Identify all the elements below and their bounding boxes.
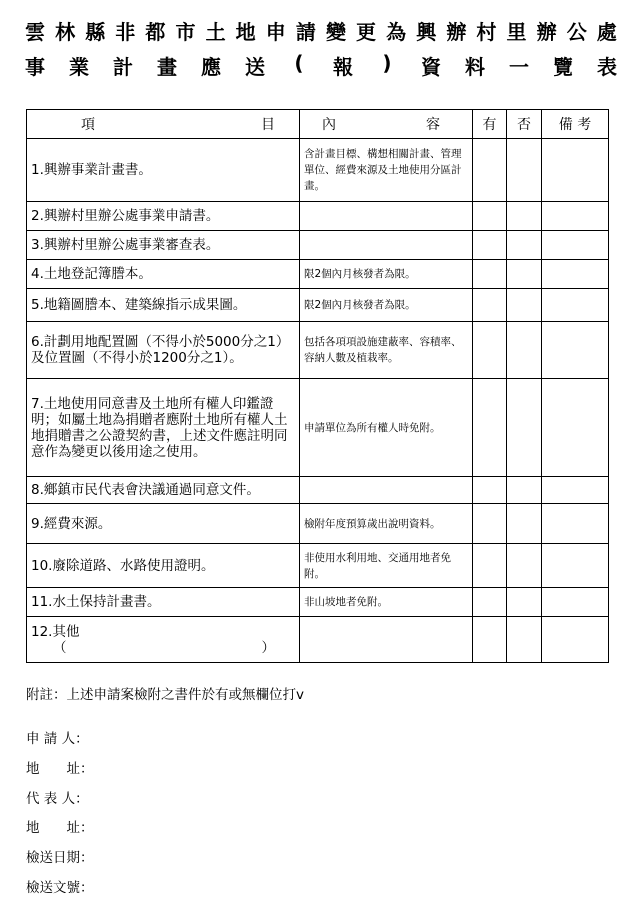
title-line-2-char: 畫 — [157, 55, 177, 79]
title-line-2-char: 送 — [245, 55, 265, 79]
table-row — [27, 139, 609, 202]
row-item: 6.計劃用地配置圖（不得小於5000分之1）及位置圖（不得小於1200分之1）。 — [27, 322, 300, 379]
no-cell[interactable] — [507, 231, 542, 260]
header-content: 內 容 — [300, 110, 473, 139]
row-content: 非使用水利用地、交通用地者免附。 — [300, 544, 473, 588]
form-field-label: 代 表 人： — [26, 791, 89, 807]
title-line-2-char: 一 — [509, 55, 529, 79]
paren-open: （ — [53, 639, 67, 656]
row-item: 2.興辦村里辦公處事業申請書。 — [27, 202, 300, 231]
title-line-1-char: 辦 — [446, 20, 467, 44]
table-row — [27, 231, 609, 260]
no-cell[interactable] — [507, 544, 542, 588]
paren-close: ） — [261, 639, 275, 656]
remark-cell[interactable] — [542, 260, 609, 289]
yes-cell[interactable] — [473, 260, 507, 289]
title-line-1-char: 興 — [416, 20, 437, 44]
title-line-1-char: 非 — [115, 20, 136, 44]
title-line-2-char: 業 — [69, 55, 89, 79]
no-cell[interactable] — [507, 588, 542, 617]
remark-cell[interactable] — [542, 231, 609, 260]
header-yes: 有 — [473, 110, 507, 139]
row-item: 4.土地登記簿謄本。 — [27, 260, 300, 289]
row-content: 限2個內月核發者為限。 — [300, 289, 473, 322]
title-line-2-char: 事 — [25, 55, 45, 79]
row-content — [300, 477, 473, 504]
title-line-2-char: 料 — [465, 55, 485, 79]
row-content — [300, 231, 473, 260]
table-row — [27, 617, 609, 663]
no-cell[interactable] — [507, 289, 542, 322]
form-field-label: 申 請 人： — [26, 731, 89, 747]
title-line-1-char: 變 — [325, 20, 346, 44]
form-field-label: 檢送文號： — [26, 880, 94, 896]
table-row — [27, 322, 609, 379]
table-row — [27, 260, 609, 289]
title-line-2-char: 覽 — [553, 55, 573, 79]
no-cell[interactable] — [507, 260, 542, 289]
document-checklist-table — [26, 109, 609, 663]
yes-cell[interactable] — [473, 617, 507, 663]
title-line-2-char: ) — [382, 51, 392, 75]
no-cell[interactable] — [507, 504, 542, 544]
no-cell[interactable] — [507, 617, 542, 663]
table-row — [27, 504, 609, 544]
row-content — [300, 617, 473, 663]
row-content: 非山坡地者免附。 — [300, 588, 473, 617]
title-line-1-char: 林 — [55, 20, 76, 44]
yes-cell[interactable] — [473, 504, 507, 544]
yes-cell[interactable] — [473, 139, 507, 202]
title-line-1-char: 市 — [175, 20, 196, 44]
remark-cell[interactable] — [542, 588, 609, 617]
title-line-1-char: 都 — [145, 20, 166, 44]
row-content — [300, 202, 473, 231]
table-row — [27, 202, 609, 231]
yes-cell[interactable] — [473, 289, 507, 322]
title-line-1-char: 里 — [506, 20, 527, 44]
row-content: 檢附年度預算歲出說明資料。 — [300, 504, 473, 544]
row-item: 7.土地使用同意書及土地所有權人印鑑證明；如屬土地為捐贈者應附土地所有權人土地捐贈書之公證契約書，上述文件應註明同意作為變更以後用途之使用。 — [27, 379, 300, 477]
title-line-2-char: 資 — [421, 55, 441, 79]
title-line-1 — [24, 16, 618, 45]
footnote: 附註：上述申請案檢附之書件於有或無欄位打v — [26, 687, 304, 703]
yes-cell[interactable] — [473, 379, 507, 477]
yes-cell[interactable] — [473, 202, 507, 231]
title-line-1-char: 雲 — [25, 20, 45, 44]
row-item — [27, 617, 300, 663]
remark-cell[interactable] — [542, 322, 609, 379]
form-field-label: 地 址： — [26, 820, 94, 836]
no-cell[interactable] — [507, 379, 542, 477]
title-line-1-char: 村 — [476, 20, 497, 44]
title-line-1-char: 縣 — [85, 20, 106, 44]
form-field-label: 地 址： — [26, 761, 94, 777]
remark-cell[interactable] — [542, 379, 609, 477]
row-item-text: 12.其他 — [31, 623, 80, 640]
table-row — [27, 588, 609, 617]
title-line-1-char: 土 — [205, 20, 226, 44]
title-line-1-char: 申 — [265, 20, 286, 44]
row-item: 1.興辦事業計畫書。 — [27, 139, 300, 202]
yes-cell[interactable] — [473, 588, 507, 617]
title-line-1-char: 為 — [386, 20, 407, 44]
no-cell[interactable] — [507, 202, 542, 231]
table-row — [27, 477, 609, 504]
row-content: 含計畫目標、構想相關計畫、管理單位、經費來源及土地使用分區計畫。 — [300, 139, 473, 202]
title-line-1-char: 公 — [566, 20, 587, 44]
title-line-1-char: 地 — [235, 20, 256, 44]
title-line-2-char: 應 — [201, 55, 221, 79]
title-line-2-char: 報 — [333, 55, 353, 79]
header-remark: 備 考 — [542, 110, 609, 139]
row-item: 9.經費來源。 — [27, 504, 300, 544]
no-cell[interactable] — [507, 477, 542, 504]
yes-cell[interactable] — [473, 544, 507, 588]
title-line-2-char: ( — [294, 51, 304, 75]
row-content: 限2個內月核發者為限。 — [300, 260, 473, 289]
remark-cell[interactable] — [542, 617, 609, 663]
title-line-1-char: 更 — [356, 20, 377, 44]
title-line-1-char: 請 — [295, 20, 316, 44]
form-field-label: 檢送日期： — [26, 850, 94, 866]
row-content: 包括各項項設施建蔽率、容積率、容納人數及植栽率。 — [300, 322, 473, 379]
table-row — [27, 379, 609, 477]
table-row — [27, 544, 609, 588]
row-item: 5.地籍圖謄本、建築線指示成果圖。 — [27, 289, 300, 322]
yes-cell[interactable] — [473, 477, 507, 504]
header-no: 否 — [507, 110, 542, 139]
table-row — [27, 289, 609, 322]
title-line-1-char: 辦 — [536, 20, 557, 44]
header-item: 項 目 — [27, 110, 300, 139]
no-cell[interactable] — [507, 139, 542, 202]
row-item: 3.興辦村里辦公處事業審查表。 — [27, 231, 300, 260]
title-line-1-char: 處 — [596, 20, 617, 44]
title-line-2-char: 計 — [113, 55, 133, 79]
remark-cell[interactable] — [542, 477, 609, 504]
table-header-row — [27, 110, 609, 139]
row-item: 8.鄉鎮市民代表會決議通過同意文件。 — [27, 477, 300, 504]
remark-cell[interactable] — [542, 139, 609, 202]
remark-cell[interactable] — [542, 202, 609, 231]
no-cell[interactable] — [507, 322, 542, 379]
title-line-2 — [24, 51, 618, 80]
row-item: 10.廢除道路、水路使用證明。 — [27, 544, 300, 588]
remark-cell[interactable] — [542, 504, 609, 544]
remark-cell[interactable] — [542, 544, 609, 588]
title-line-2-char: 表 — [597, 55, 617, 79]
yes-cell[interactable] — [473, 322, 507, 379]
yes-cell[interactable] — [473, 231, 507, 260]
row-content: 申請單位為所有權人時免附。 — [300, 379, 473, 477]
row-item: 11.水土保持計畫書。 — [27, 588, 300, 617]
remark-cell[interactable] — [542, 289, 609, 322]
